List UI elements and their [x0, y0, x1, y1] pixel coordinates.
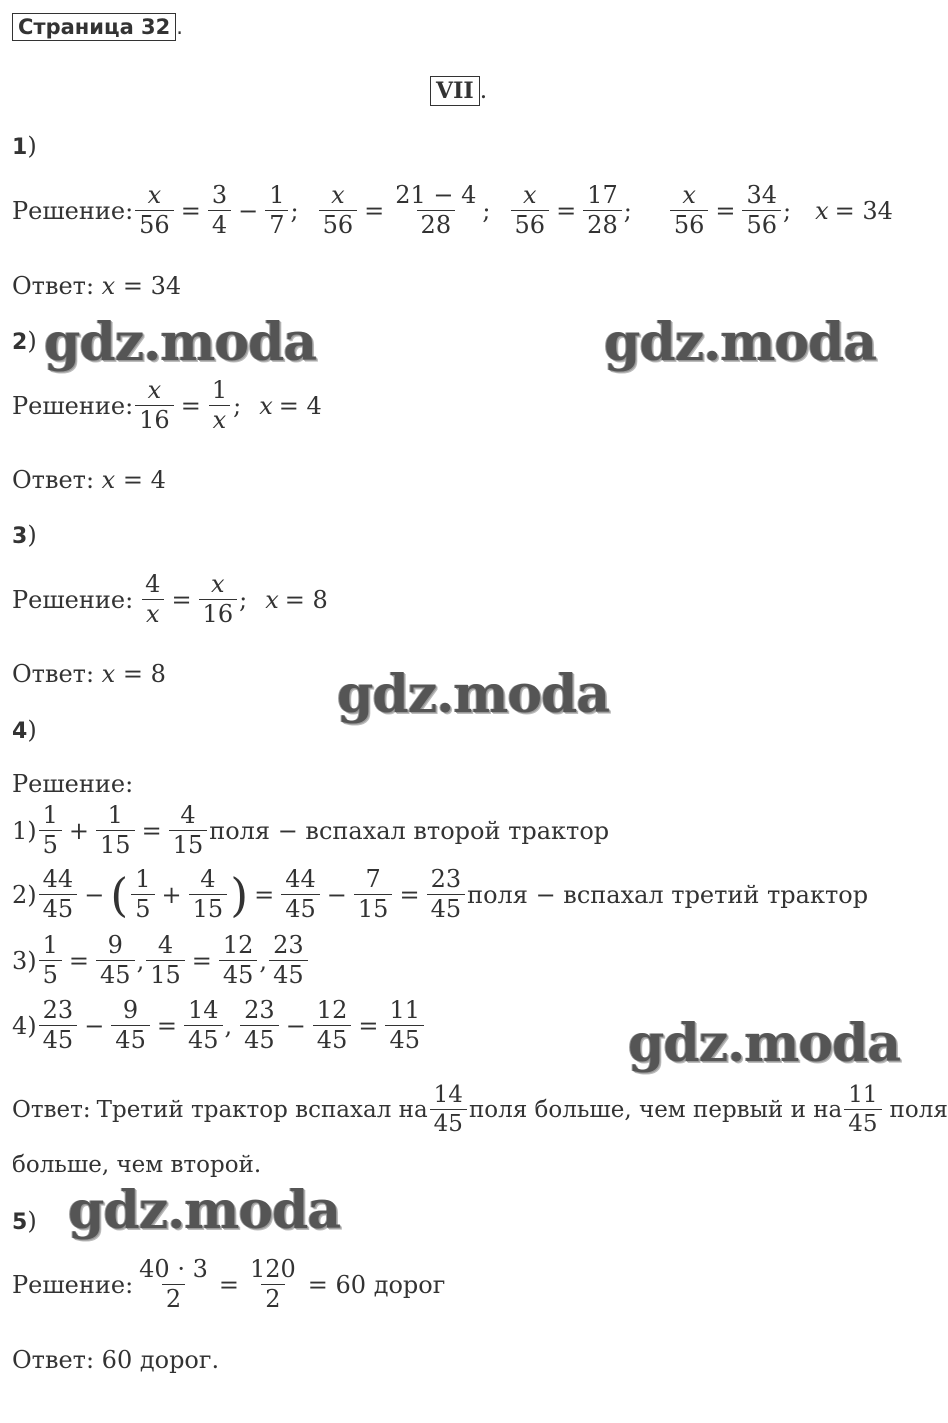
- fraction: $\frac{1}{5}$: [39, 933, 62, 988]
- solution-label: Решение:: [12, 1270, 134, 1299]
- section-title: VII .: [430, 76, 487, 104]
- watermark-logo: gdz.moda: [44, 312, 317, 373]
- fraction: $\frac{17}{28}$: [583, 183, 622, 238]
- fraction: $\frac{1}{15}$: [96, 803, 135, 858]
- fraction: $\frac{7}{15}$: [354, 867, 393, 922]
- task-3-result: = 8: [284, 585, 328, 614]
- fraction: $\frac{40 \cdot 3}{2}$: [139, 1255, 208, 1314]
- fraction: $\frac{4}{15}$: [169, 803, 208, 858]
- task-5-result: = 60 дорог: [307, 1270, 446, 1299]
- fraction: $\frac{44}{45}$: [39, 867, 78, 922]
- fraction: $\frac{120}{2}$: [249, 1255, 296, 1314]
- task-4-number: 4): [12, 716, 37, 744]
- task-5-number: 5): [12, 1207, 37, 1235]
- task-1-result: = 34: [834, 196, 893, 225]
- page-number: Страница 32 .: [12, 12, 183, 40]
- task-4-step-2: 2) $\frac{44}{45}$ − ( $\frac{1}{5}$ + $\frac{4}{15}$ ) = $\frac{44}{45}$ − $\frac{7}{15}$ = $\frac{23}{45}$ поля − вспахал третий трактор: [12, 865, 869, 924]
- fraction: $\frac{x}{56}$: [319, 183, 358, 238]
- fraction: $\frac{x}{56}$: [670, 183, 709, 238]
- solution-label: Решение:: [12, 196, 134, 225]
- fraction: $\frac{23}{45}$: [427, 867, 466, 922]
- task-3-number: 3): [12, 521, 37, 549]
- fraction: $\frac{21 - 4}{28}$: [395, 181, 477, 240]
- task-2-number: 2): [12, 327, 37, 355]
- task-5-answer: Ответ: 60 дорог.: [12, 1346, 220, 1374]
- watermark-logo: gdz.moda: [628, 1013, 901, 1074]
- fraction: $\frac{11}{45}$: [385, 998, 424, 1053]
- task-2-solution: Решение: $\frac{x}{16}$ = $\frac{1}{x}$ ; x = 4: [12, 376, 322, 435]
- solution-label: Решение:: [12, 585, 134, 614]
- fraction: $\frac{4}{15}$: [189, 867, 228, 922]
- task-3-solution: Решение: $\frac{4}{x}$ = $\frac{x}{16}$ ; x = 8: [12, 570, 328, 629]
- fraction: $\frac{x}{56}$: [511, 183, 550, 238]
- task-4-solution-label: Решение:: [12, 770, 134, 798]
- task-2-answer: Ответ: x = 4: [12, 466, 166, 494]
- fraction: $\frac{1}{5}$: [39, 803, 62, 858]
- fraction: $\frac{23}{45}$: [39, 998, 78, 1053]
- fraction: $\frac{14}{45}$: [184, 998, 223, 1053]
- fraction: $\frac{11}{45}$: [844, 1083, 881, 1136]
- task-5-solution: Решение: $\frac{40 \cdot 3}{2}$ = $\frac{120}{2}$ = 60 дорог: [12, 1255, 446, 1314]
- fraction: $\frac{9}{45}$: [96, 933, 135, 988]
- fraction: $\frac{x}{56}$: [135, 183, 174, 238]
- task-4-step-1: 1) $\frac{1}{5}$ + $\frac{1}{15}$ = $\frac{4}{15}$ поля − вспахал второй трактор: [12, 801, 610, 860]
- task-1-solution: Решение: $\frac{x}{56}$ = $\frac{3}{4}$ − $\frac{1}{7}$ ; $\frac{x}{56}$ = $\frac{21 - 4}{28}$ ; $\frac{x}{56}$ = $\frac{17}{28}$ ; $\frac{x}{56}$ = $\frac{34}{56}$ ; x = 34: [12, 181, 893, 240]
- section-title-box: VII: [430, 76, 480, 106]
- fraction: $\frac{4}{15}$: [146, 933, 185, 988]
- task-4-step-4: 4) $\frac{23}{45}$ − $\frac{9}{45}$ = $\frac{14}{45}$ , $\frac{23}{45}$ − $\frac{12}{45}$ = $\frac{11}{45}$: [12, 998, 426, 1053]
- fraction: $\frac{1}{5}$: [131, 867, 154, 922]
- fraction: $\frac{x}{16}$: [135, 378, 174, 433]
- fraction: $\frac{9}{45}$: [111, 998, 150, 1053]
- fraction: $\frac{23}{45}$: [269, 933, 308, 988]
- task-3-answer: Ответ: x = 8: [12, 660, 166, 688]
- fraction: $\frac{12}{45}$: [313, 998, 352, 1053]
- fraction: $\frac{1}{7}$: [265, 183, 288, 238]
- task-1-number: 1): [12, 132, 37, 160]
- solution-label: Решение:: [12, 391, 134, 420]
- task-2-result: = 4: [278, 391, 322, 420]
- fraction: $\frac{1}{x}$: [208, 378, 231, 433]
- task-4-answer: Ответ: Третий трактор вспахал на $\frac{14}{45}$ поля больше, чем первый и на $\frac{11}{45}$ поля: [12, 1082, 948, 1138]
- task-1-answer: Ответ: x = 34: [12, 272, 182, 300]
- fraction: $\frac{34}{56}$: [742, 183, 781, 238]
- watermark-logo: gdz.moda: [68, 1180, 341, 1241]
- watermark-logo: gdz.moda: [337, 664, 610, 725]
- fraction: $\frac{23}{45}$: [240, 998, 279, 1053]
- task-4-step-3: 3) $\frac{1}{5}$ = $\frac{9}{45}$ , $\frac{4}{15}$ = $\frac{12}{45}$ , $\frac{23}{45}$: [12, 933, 310, 988]
- fraction: $\frac{44}{45}$: [281, 867, 320, 922]
- fraction: $\frac{x}{16}$: [199, 572, 238, 627]
- fraction: $\frac{4}{x}$: [141, 572, 164, 627]
- fraction: $\frac{12}{45}$: [219, 933, 258, 988]
- fraction: $\frac{14}{45}$: [430, 1083, 467, 1136]
- page-number-box: Страница 32: [12, 13, 176, 41]
- watermark-logo: gdz.moda: [604, 312, 877, 373]
- task-4-answer-continued: больше, чем второй.: [12, 1152, 262, 1178]
- fraction: $\frac{3}{4}$: [208, 183, 231, 238]
